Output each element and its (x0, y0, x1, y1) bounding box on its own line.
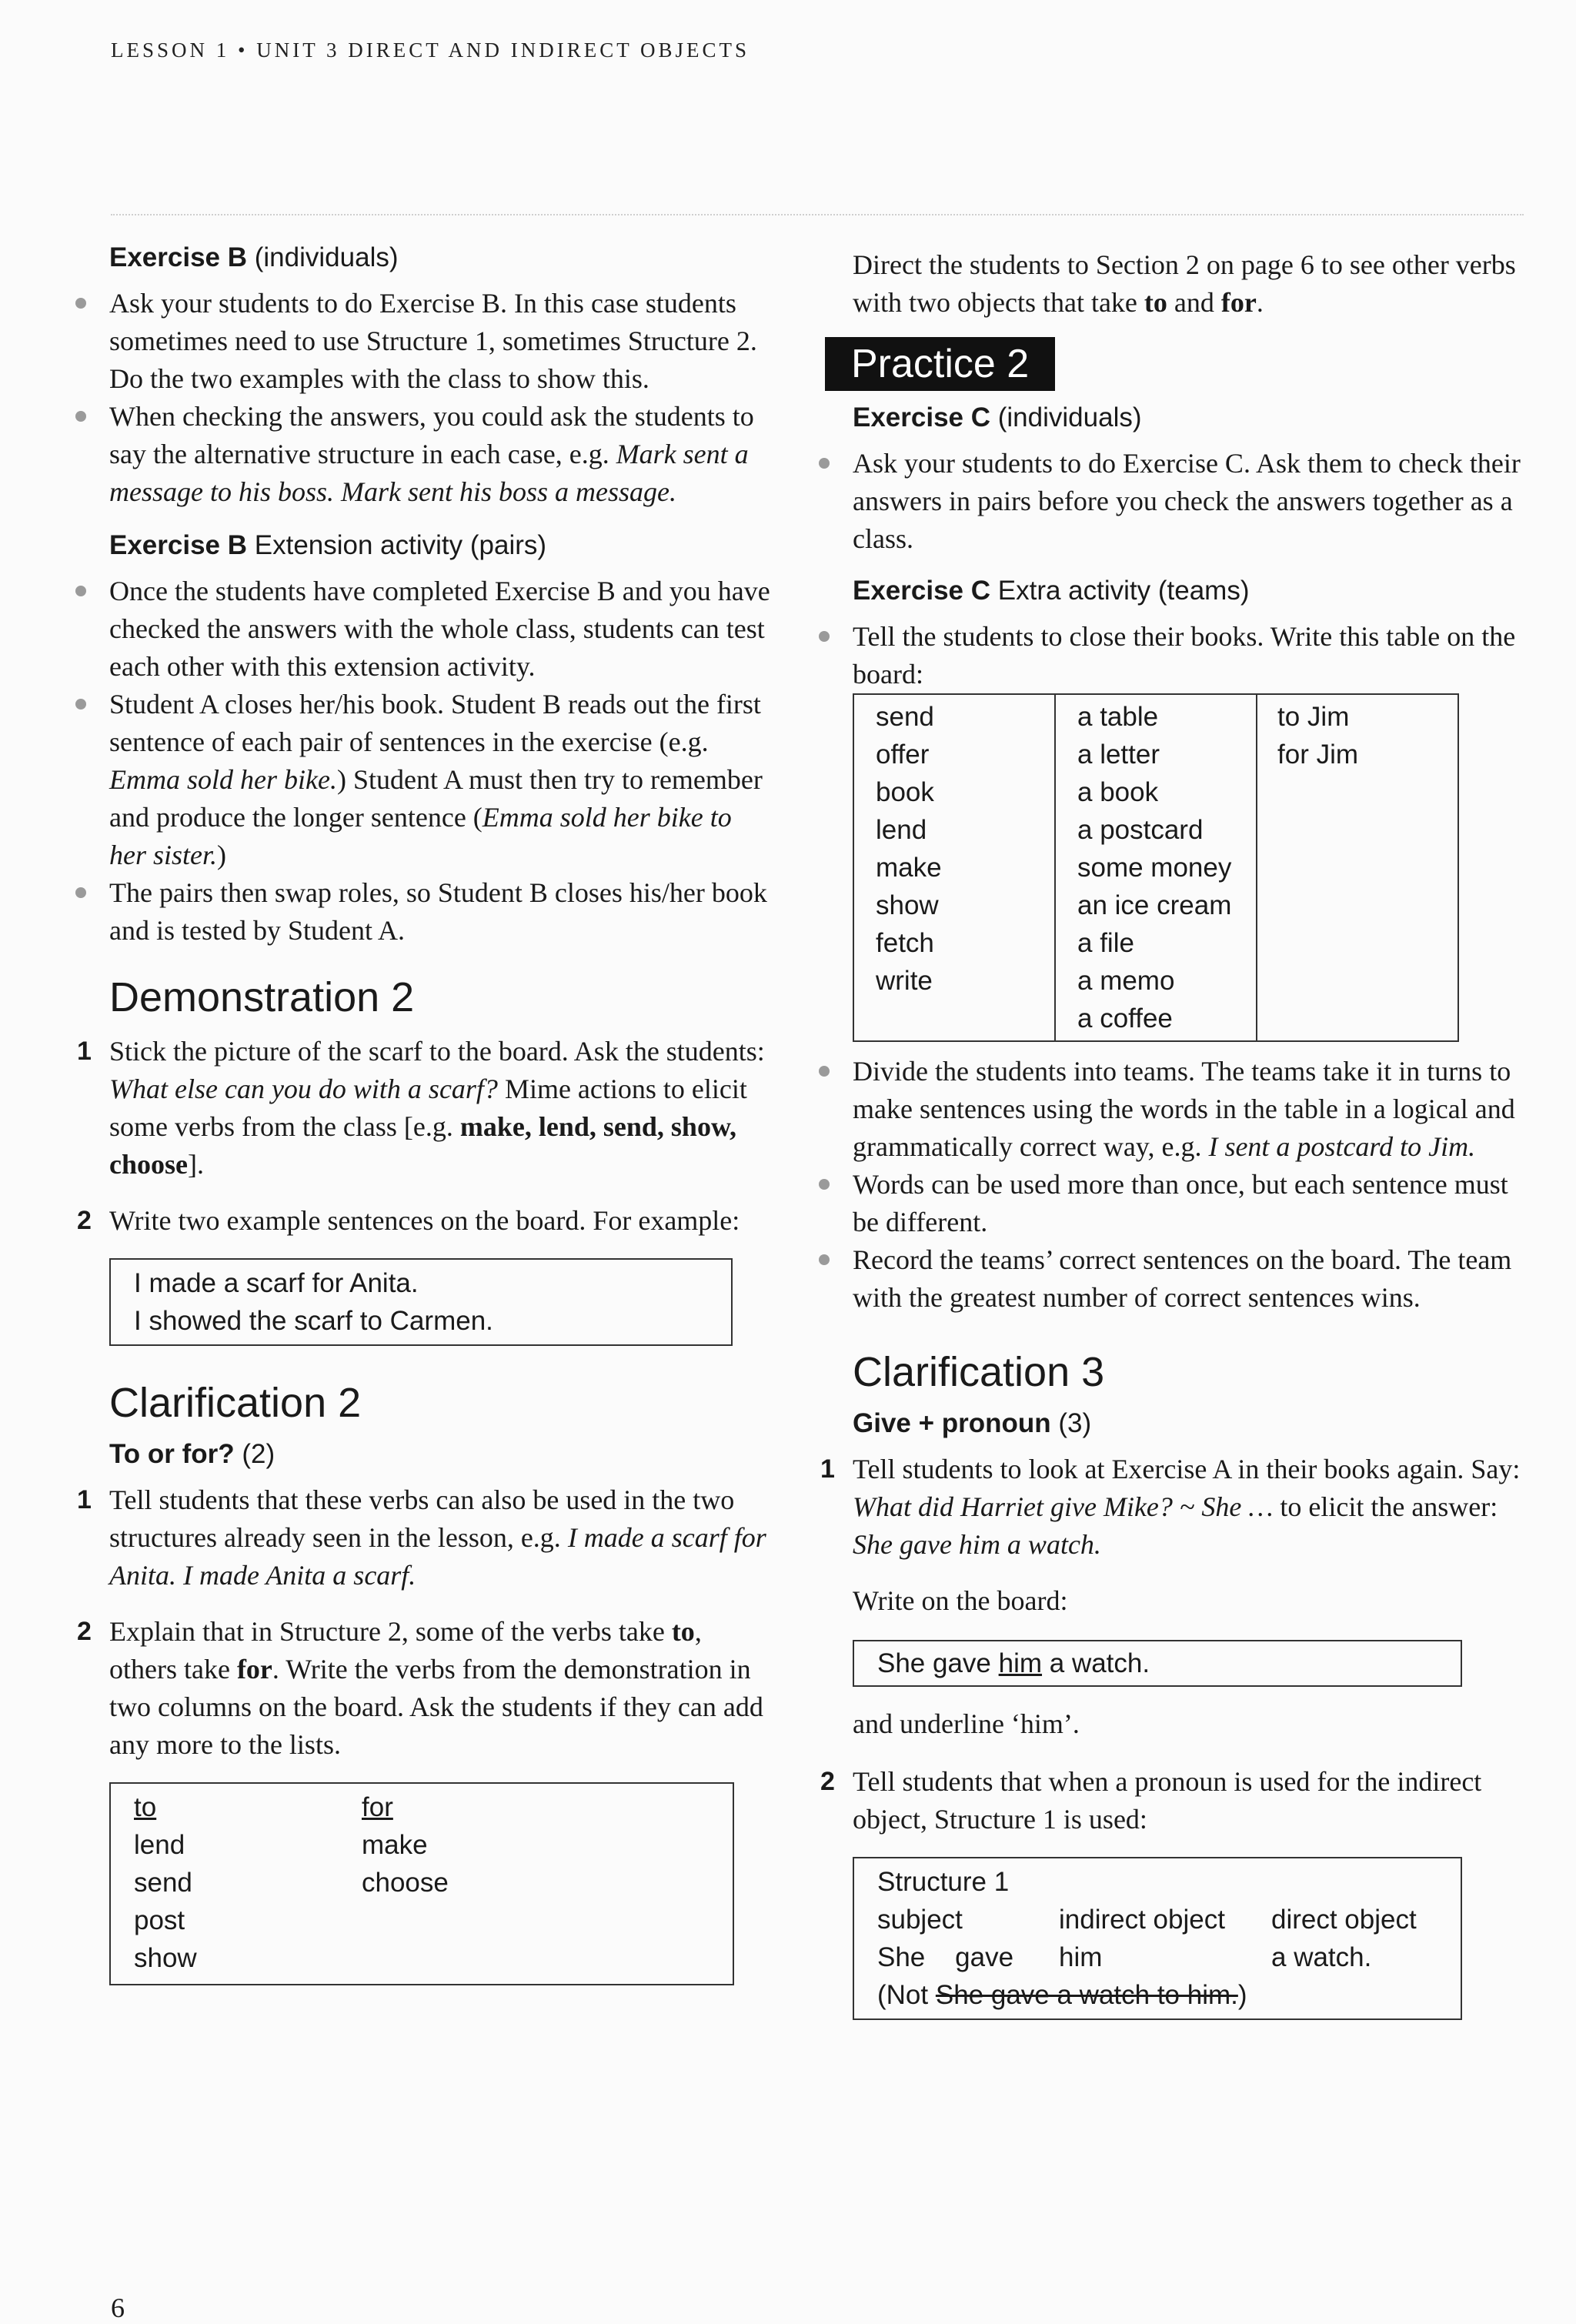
list-item: Divide the students into teams. The teams take it in turns to make sentences using the words in the table in a logical and grammatically correct way, e.g. I sent a postcard to Jim. (817, 1053, 1541, 1166)
clarification-2-item-2: 2 Explain that in Structure 2, some of the verbs take to, others take for. Write the verbs from the demonstration in two columns on the board. Ask the students if they can add any more to the lists. (77, 1616, 763, 1760)
exercise-b-bullets (74, 285, 774, 511)
clarification-3-item-1: 1 Tell students to look at Exercise A in their books again. Say: What did Harriet give Mike? ~ She … to elicit the answer: She gave him a watch. (820, 1454, 1521, 1560)
page-number: 6 (111, 2292, 125, 2323)
list-item: Record the teams’ correct sentences on the board. The team with the greatest number of correct sentences wins. (817, 1241, 1541, 1317)
to-column: to lend send post show (134, 1792, 197, 1973)
word-table (853, 693, 1459, 1042)
exercise-c-extra-label: Exercise C Extra activity (teams) (853, 576, 1250, 606)
exercise-c-bullets (817, 445, 1541, 558)
practice-2-banner: Practice 2 (825, 337, 1541, 391)
list-item: Student A closes her/his book. Student B reads out the first sentence of each pair of sentences in the exercise (e.g. Emma sold her bike.) Student A must then try to remember and produce the longer sentence (Emma sold her bike to her sister.) (74, 686, 774, 874)
to-for-columns-box (109, 1782, 734, 1985)
list-item: Once the students have completed Exercise B and you have checked the answers with the whole class, students can test each other with this extension activity. (74, 573, 774, 686)
exercise-c-label: Exercise C (individuals) (853, 402, 1142, 432)
left-column (74, 239, 774, 1985)
she-gave-him-box: She gave him a watch. (853, 1640, 1462, 1687)
exercise-c-extra-bullets-2 (817, 1053, 1541, 1317)
exercise-b-extension-label: Exercise B Extension activity (pairs) (109, 530, 547, 560)
right-column (817, 239, 1541, 2020)
clarification-2-subheading: To or for? (2) (109, 1439, 275, 1469)
object-column: a table a letter a book a postcard some money an ice cream a file a memo a coffee (1055, 694, 1257, 1041)
running-head: LESSON 1 • UNIT 3 DIRECT AND INDIRECT OBJECTS (111, 38, 750, 62)
header-divider (111, 214, 1524, 215)
list-item: When checking the answers, you could ask the students to say the alternative structure in each case, e.g. Mark sent a message to his boss. Mark sent his boss a message. (74, 398, 774, 511)
list-item: Words can be used more than once, but each sentence must be different. (817, 1166, 1541, 1241)
structure-1-box: Structure 1 subject indirect object direct object She gave him a watch. (Not She gave a watch to him.) (853, 1857, 1462, 2020)
clarification-2-heading: Clarification 2 (109, 1380, 362, 1426)
list-item: Ask your students to do Exercise C. Ask them to check their answers in pairs before you check the answers together as a class. (817, 445, 1541, 558)
example-sentences-box: I made a scarf for Anita. I showed the scarf to Carmen. (109, 1258, 733, 1346)
verb-column: send offer book lend make show fetch write (853, 694, 1055, 1041)
exercise-b-label: Exercise B (individuals) (109, 242, 399, 272)
clarification-3-heading: Clarification 3 (853, 1349, 1105, 1395)
clarification-2-item-1: 1 Tell students that these verbs can also be used in the two structures already seen in the lesson, e.g. I made a scarf for Anita. I made Anita a scarf. (77, 1484, 766, 1591)
clarification-3-item-2: 2 Tell students that when a pronoun is used for the indirect object, Structure 1 is used: (820, 1766, 1482, 1835)
recipient-column: to Jim for Jim (1277, 702, 1358, 770)
demonstration-2-heading: Demonstration 2 (109, 974, 415, 1020)
clarification-3-subheading: Give + pronoun (3) (853, 1408, 1092, 1438)
write-on-board-text: Write on the board: (853, 1585, 1068, 1616)
list-item: Tell the students to close their books. Write this table on the board: (817, 618, 1541, 693)
demonstration-2-item-1: 1 Stick the picture of the scarf to the board. Ask the students: What else can you do with a scarf? Mime actions to elicit some verbs from the class [e.g. make, lend, send, show, choose]. (77, 1036, 765, 1180)
list-item: The pairs then swap roles, so Student B closes his/her book and is tested by Student A. (74, 874, 774, 950)
exercise-c-extra-bullets (817, 618, 1541, 693)
underline-note: and underline ‘him’. (853, 1708, 1080, 1739)
demonstration-2-item-2: 2 Write two example sentences on the board. For example: (77, 1205, 740, 1236)
list-item: Ask your students to do Exercise B. In this case students sometimes need to use Structure 1, sometimes Structure 2. Do the two examples with the class to show this. (74, 285, 774, 398)
intro-paragraph: Direct the students to Section 2 on page 6 to see other verbs with two objects that take to and for. (853, 249, 1516, 318)
for-column: for make choose (362, 1792, 449, 1898)
exercise-b-extension-bullets (74, 573, 774, 950)
